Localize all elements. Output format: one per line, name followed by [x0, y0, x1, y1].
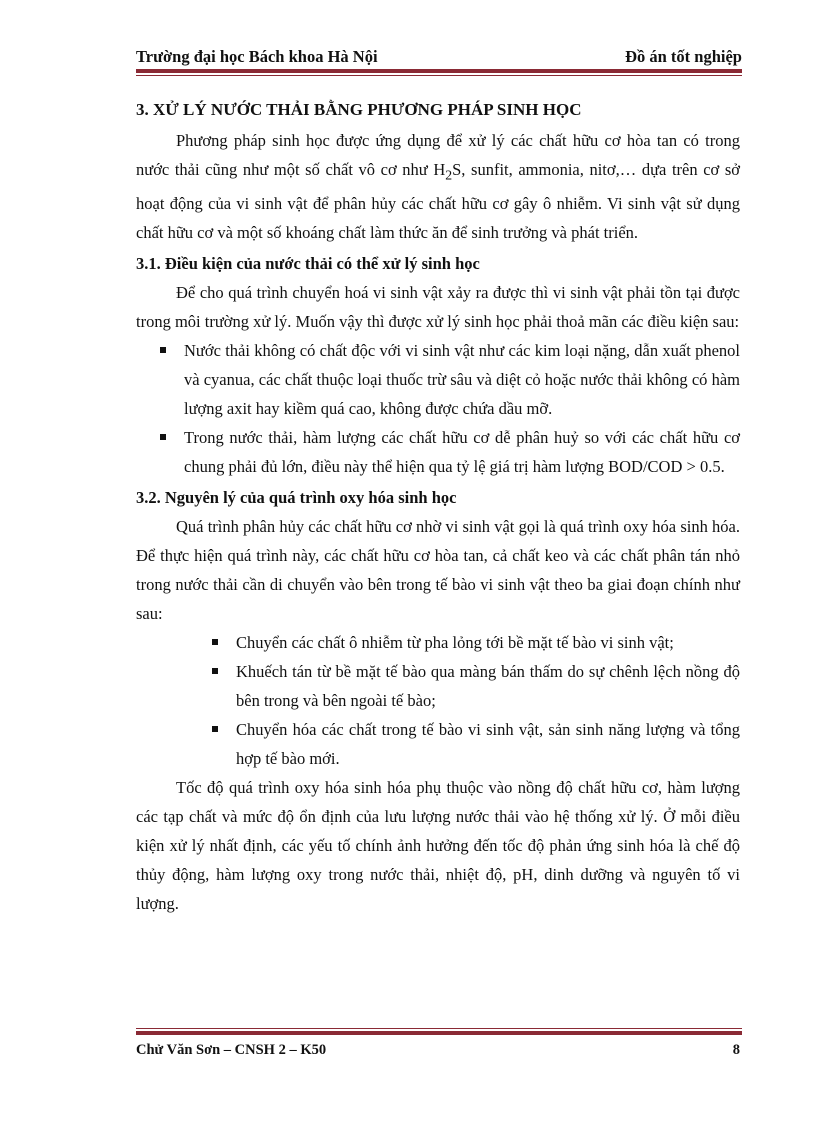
stages-list: [136, 628, 740, 773]
page-body: [136, 95, 740, 918]
conditions-list: [136, 336, 740, 481]
footer-rule-thick: [136, 1031, 742, 1035]
page-number: 8: [732, 1042, 740, 1058]
list-item: [236, 715, 740, 773]
page-footer: [136, 1042, 740, 1059]
square-bullet-icon: [160, 347, 166, 353]
list-item-text: Trong nước thải, hàm lượng các chất hữu cơ dễ phân huỷ so với các chất hữu cơ chung phải đủ lớn, điều này thể hiện qua tỷ lệ giá trị hàm lượng BOD/COD > 0.5.: [184, 428, 740, 477]
list-item-text: Chuyển các chất ô nhiễm từ pha lỏng tới bề mặt tế bào vi sinh vật;: [236, 633, 674, 653]
subsection-1-paragraph: Để cho quá trình chuyển hoá vi sinh vật xảy ra được thì vi sinh vật phải tồn tại được trong môi trường xử lý. Muốn vậy thì được xử lý sinh học phải thoả mãn các điều kiện sau:: [136, 283, 740, 332]
list-item-text: Chuyển hóa các chất trong tế bào vi sinh vật, sản sinh năng lượng và tổng hợp tế bào mới.: [236, 720, 740, 769]
footer-author: Chử Văn Sơn – CNSH 2 – K50: [136, 1042, 327, 1058]
footer-rule-thin: [136, 1028, 742, 1029]
list-item: [236, 657, 740, 715]
square-bullet-icon: [212, 639, 218, 645]
intro-subscript: 2: [445, 167, 453, 183]
intro-text-b: S, sunfit, ammonia, nitơ,… dựa trên cơ sở hoạt động của vi sinh vật để phân hủy các chất hữu cơ gây ô nhiễm. Vi sinh vật sử dụng chất hữu cơ và một số khoáng chất làm thức ăn để sinh trưởng và phát triển.: [136, 160, 741, 243]
intro-paragraph: [136, 126, 740, 247]
list-item: [236, 628, 740, 657]
subsection-2-title: 3.2. Nguyên lý của quá trình oxy hóa sinh học: [136, 488, 457, 508]
page-header: [136, 47, 742, 67]
list-item: [184, 423, 740, 481]
list-item-text: Nước thải không có chất độc với vi sinh vật như các kim loại nặng, dẫn xuất phenol và cyanua, các chất thuộc loại thuốc trừ sâu và diệt cỏ hoặc nước thải không có hàm lượng axit hay kiềm quá cao, không được chứa dầu mỡ.: [184, 341, 740, 419]
intro-text-a: Phương pháp sinh học được ứng dụng để xử lý các chất hữu cơ hòa tan có trong nước thải cũng như một số chất vô cơ như H: [136, 131, 740, 179]
header-doc-type: Đồ án tốt nghiệp: [625, 47, 742, 66]
subsection-1-title: 3.1. Điều kiện của nước thải có thể xử lý sinh học: [136, 254, 480, 274]
header-university: Trường đại học Bách khoa Hà Nội: [136, 47, 378, 66]
subsection-2-paragraph: Quá trình phân hủy các chất hữu cơ nhờ vi sinh vật gọi là quá trình oxy hóa sinh hóa. Để thực hiện quá trình này, các chất hữu cơ hòa tan, cả chất keo và các chất phân tán nhỏ trong nước thải cần di chuyển vào bên trong tế bào vi sinh vật theo ba giai đoạn chính như sau:: [136, 517, 740, 624]
header-rule-thin: [136, 75, 742, 76]
square-bullet-icon: [212, 726, 218, 732]
closing-paragraph: Tốc độ quá trình oxy hóa sinh hóa phụ thuộc vào nồng độ chất hữu cơ, hàm lượng các tạp chất và mức độ ổn định của lưu lượng nước thải vào hệ thống xử lý. Ở mỗi điều kiện xử lý nhất định, các yếu tố chính ảnh hưởng đến tốc độ phản ứng sinh hóa là chế độ thủy động, hàm lượng oxy trong nước thải, nhiệt độ, pH, dinh dưỡng và nguyên tố vi lượng.: [136, 778, 740, 914]
square-bullet-icon: [212, 668, 218, 674]
list-item: [184, 336, 740, 423]
square-bullet-icon: [160, 434, 166, 440]
header-rule-thick: [136, 69, 742, 73]
list-item-text: Khuếch tán từ bề mặt tế bào qua màng bán thấm do sự chênh lệch nồng độ bên trong và bên ngoài tế bào;: [236, 662, 740, 711]
section-title: 3. XỬ LÝ NƯỚC THẢI BẰNG PHƯƠNG PHÁP SINH HỌC: [136, 100, 582, 119]
